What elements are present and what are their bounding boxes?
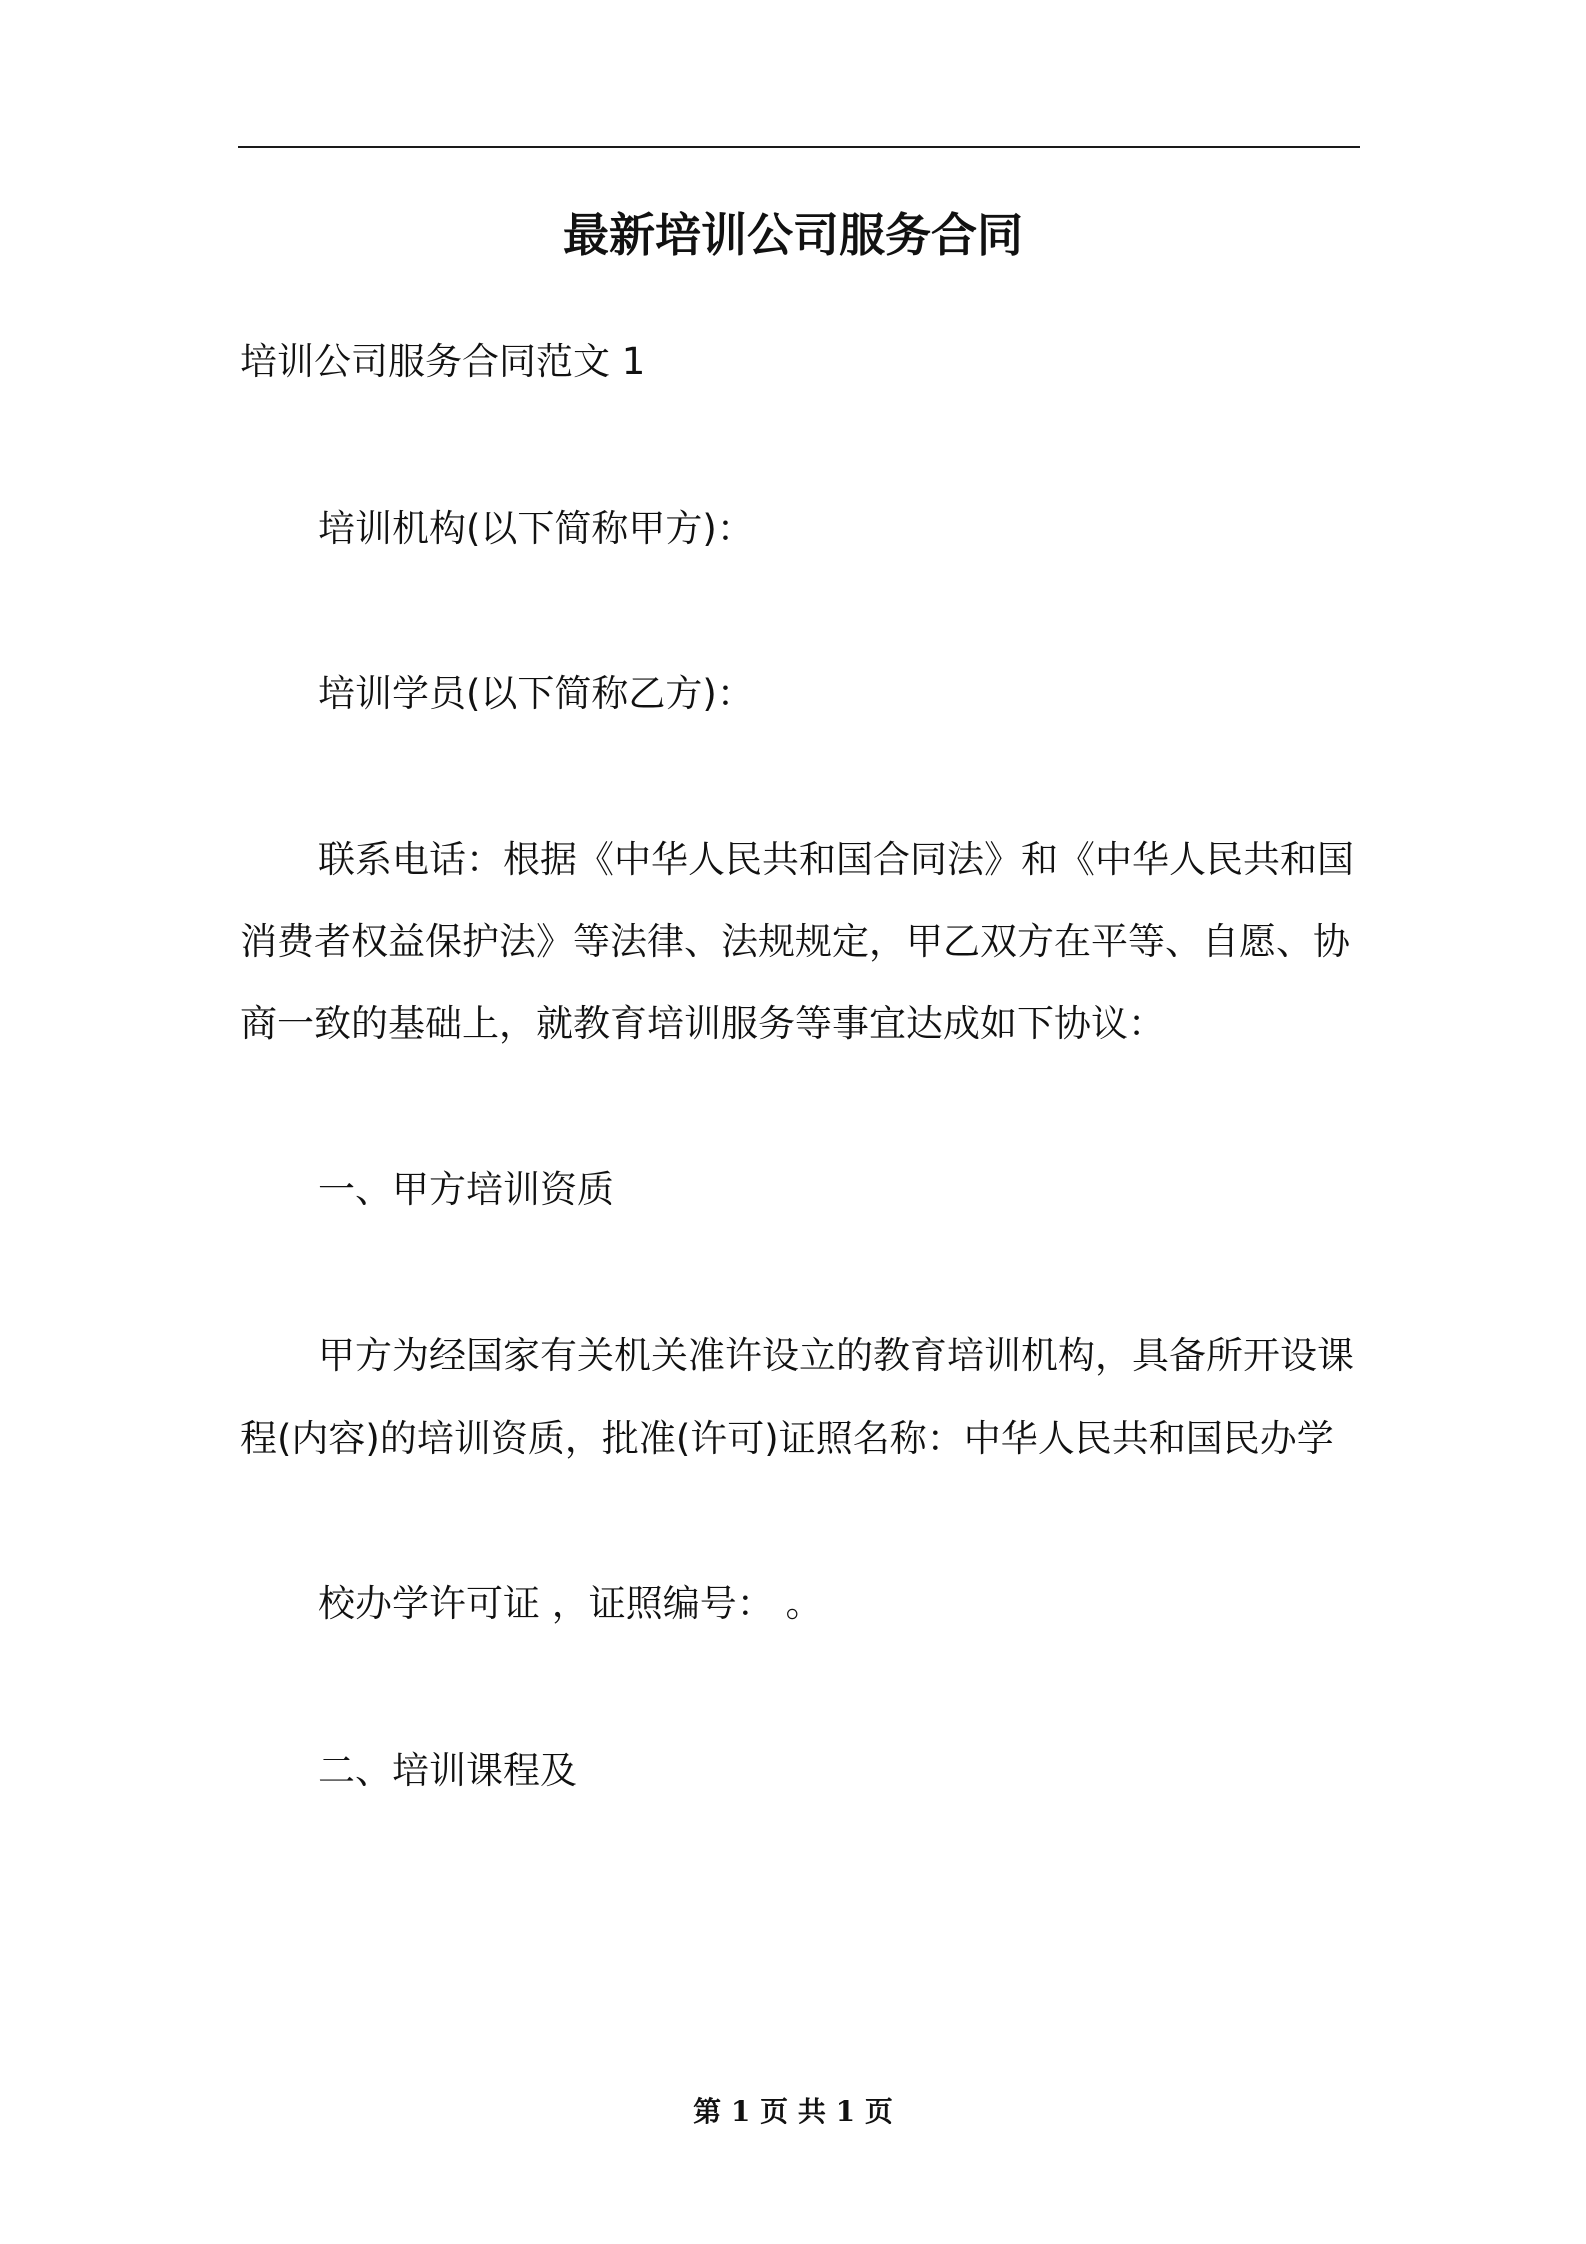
document-subtitle: 培训公司服务合同范文 1 bbox=[240, 340, 646, 383]
contact-paragraph-line-1: 联系电话：根据《中华人民共和国合同法》和《中华人民共和国 bbox=[318, 838, 1354, 881]
section-1-paragraph-line-1: 甲方为经国家有关机关准许设立的教育培训机构，具备所开设课 bbox=[318, 1334, 1354, 1377]
party-a-line: 培训机构(以下简称甲方)： bbox=[318, 507, 754, 550]
header-rule bbox=[238, 146, 1360, 148]
page-number-footer: 第 1 页 共 1 页 bbox=[693, 2095, 893, 2128]
section-1-paragraph-line-3: 校办学许可证 ，证照编号： 。 bbox=[318, 1582, 823, 1625]
section-1-heading: 一、甲方培训资质 bbox=[318, 1168, 614, 1211]
contact-paragraph-line-2: 消费者权益保护法》等法律、法规规定，甲乙双方在平等、自愿、协 bbox=[240, 920, 1350, 963]
section-1-paragraph-line-2: 程(内容)的培训资质，批准(许可)证照名称：中华人民共和国民办学 bbox=[240, 1417, 1334, 1460]
section-2-heading: 二、培训课程及 bbox=[318, 1749, 577, 1792]
party-b-line: 培训学员(以下简称乙方)： bbox=[318, 672, 754, 715]
document-title: 最新培训公司服务合同 bbox=[563, 208, 1023, 262]
contact-paragraph-line-3: 商一致的基础上，就教育培训服务等事宜达成如下协议： bbox=[240, 1002, 1165, 1045]
